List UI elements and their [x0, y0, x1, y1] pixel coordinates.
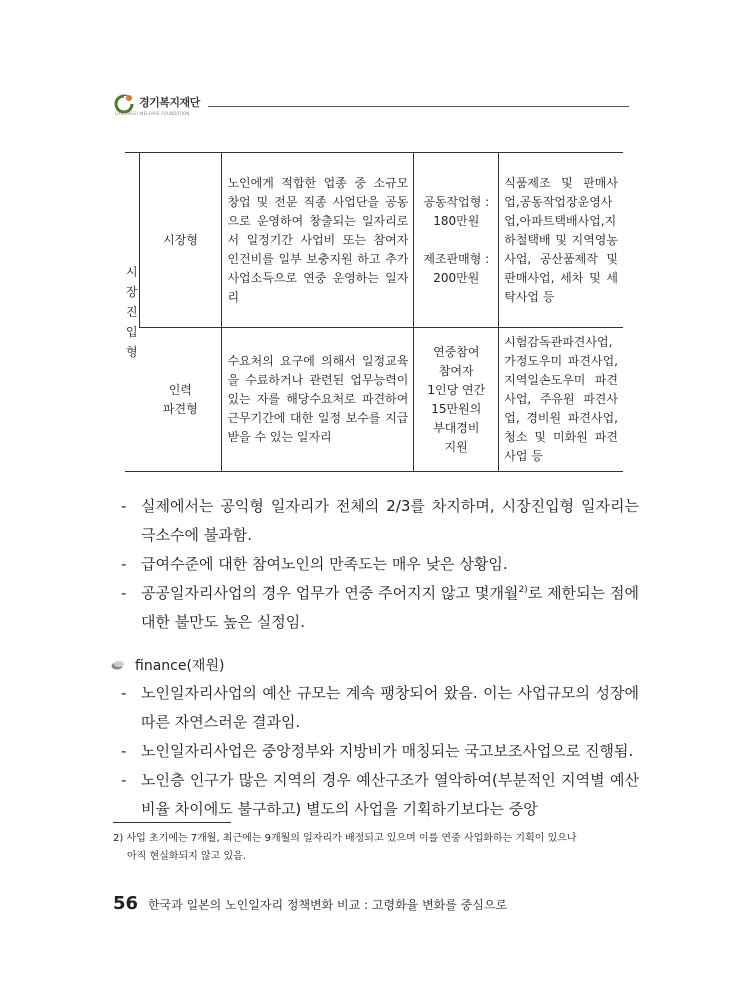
footnote: 2) 사업 초기에는 7개월, 최근에는 9개월의 일자리가 배정되고 있으며 이를 연중 사업화하는 기획이 있으나 아직 현실화되지 않고 있음.: [113, 833, 577, 862]
bullet-list-finance: [119, 679, 639, 824]
section-title: finance(재원): [135, 658, 225, 674]
type-cell: 시장형: [139, 153, 222, 328]
section-heading: [111, 655, 224, 675]
bullet-dash: -: [121, 742, 127, 760]
bullet-dash: -: [121, 584, 127, 602]
org-name: 경기복지재단: [139, 96, 200, 109]
description-cell: 수요처의 요구에 의해서 일정교육을 수료하거나 관련된 업무능력이 있는 자를 해당수요처로 파견하여 근무기간에 대한 일정 보수를 지급받을 수 있는 일자리: [222, 328, 414, 472]
list-item: - 급여수준에 대한 참여노인의 만족도는 매우 낮은 상황임.: [119, 550, 639, 579]
category-cell: 시 장 진 입 형: [125, 153, 139, 472]
list-item: - 노인일자리사업은 중앙정부와 지방비가 매칭되는 국고보조사업으로 진행됨.: [119, 737, 639, 766]
support-cell: 공동작업형 : 180만원 제조판매형 : 200만원: [414, 153, 499, 328]
page-footer: [113, 893, 507, 914]
header-rule: [208, 106, 629, 107]
footnote-rule: [113, 822, 231, 823]
section-bullet-icon: [111, 660, 125, 670]
org-subtitle: GYEONGGI WELFARE FOUNDATION: [115, 111, 190, 116]
examples-cell: 식품제조 및 판매사업,공동작업장운영사업,아파트택배사업,지하철택배 및 지역영농사업, 공산품제작 및 판매사업, 세차 및 세탁사업 등: [499, 153, 623, 328]
list-item: - 공공일자리사업의 경우 업무가 연중 주어지지 않고 몇개월$^{2)}$로 제한되는 점에 대한 불만도 높은 실정임.: [119, 579, 639, 637]
bullet-list-problems: [119, 492, 639, 637]
list-item: - 실제에서는 공익형 일자리가 전체의 2/3를 차지하며, 시장진입형 일자리는 극소수에 불과함.: [119, 492, 639, 550]
page-number: 56: [113, 893, 139, 914]
support-cell: 연중참여 참여자 1인당 연간 15만원의 부대경비 지원: [414, 328, 499, 472]
description-cell: 노인에게 적합한 업종 중 소규모 창업 및 전문 직종 사업단을 공동으로 운영하여 창출되는 일자리로서 일정기간 사업비 또는 참여자 인건비를 일부 보충지원 하고 추가 사업소득으로 연중 운영하는 일자리: [222, 153, 414, 328]
footnote-ref: 2): [518, 585, 528, 595]
table-row: [125, 328, 623, 472]
job-type-table: [125, 152, 623, 472]
list-item: - 노인층 인구가 많은 지역의 경우 예산구조가 열악하여(부분적인 지역별 예산비율 차이에도 불구하고) 별도의 사업을 기획하기보다는 중앙: [119, 766, 639, 824]
bullet-dash: -: [121, 497, 127, 515]
examples-cell: 시험감독관파견사업, 가정도우미 파견사업, 지역일손도우미 파견사업, 주유원 파견사업, 경비원 파견사업, 청소 및 미화원 파견사업 등: [499, 328, 623, 472]
bullet-dash: -: [121, 555, 127, 573]
page-header: [113, 86, 629, 126]
running-title: 한국과 일본의 노인일자리 정책변화 비교 : 고령화율 변화를 중심으로: [147, 898, 508, 912]
bullet-dash: -: [121, 684, 127, 702]
list-item: - 노인일자리사업의 예산 규모는 계속 팽창되어 왔음. 이는 사업규모의 성장에 따른 자연스러운 결과임.: [119, 679, 639, 737]
bullet-dash: -: [121, 771, 127, 789]
table-row: [125, 153, 623, 328]
type-cell: 인력 파견형: [139, 328, 222, 472]
